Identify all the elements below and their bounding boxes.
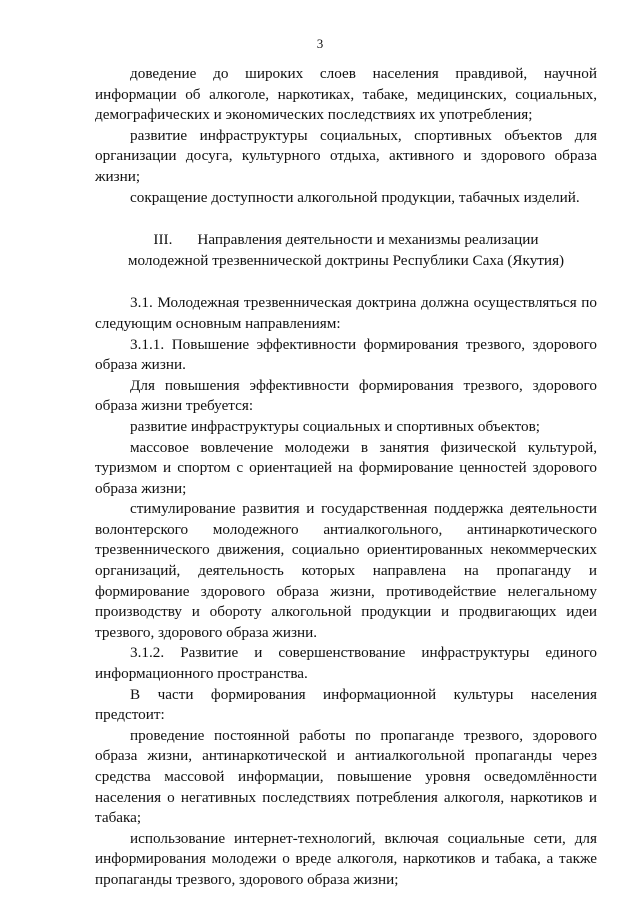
paragraph: В части формирования информационной культуры населения предстоит:	[95, 685, 597, 724]
paragraph: массовое вовлечение молодежи в занятия физической культурой, туризмом и спортом с ориентацией на формирование ценностей здорового образа жизни;	[95, 438, 597, 497]
paragraph: Для повышения эффективности формирования трезвого, здорового образа жизни требуется:	[95, 376, 597, 415]
section-title-line-1: Направления деятельности и механизмы реализации	[197, 231, 539, 249]
page-number: 3	[316, 36, 324, 51]
paragraph: 3.1.1. Повышение эффективности формирования трезвого, здорового образа жизни.	[95, 335, 597, 374]
document-body	[95, 64, 597, 891]
section-title-line-2: молодежной трезвеннической доктрины Республики Саха (Якутия)	[127, 251, 565, 269]
section-numeral: III.	[153, 231, 173, 249]
paragraph: 3.1. Молодежная трезвенническая доктрина должна осуществляться по следующим основным направлениям:	[95, 294, 597, 332]
paragraph: стимулирование развития и государственная поддержка деятельности волонтерского молодежного антиалкогольного, антинаркотического трезвеннического движения, социально ориентированных некоммерческих организаций, деятельность которых направлена на пропаганду и формирование здорового образа жизни, противодействие нелегальному производству и обороту алкогольной продукции и продвигающих идеи трезвого, здорового образа жизни.	[95, 500, 597, 641]
section-heading	[95, 230, 597, 271]
paragraph: 3.1.2. Развитие и совершенствование инфраструктуры единого информационного пространства.	[95, 644, 597, 683]
paragraph: использование интернет-технологий, включая социальные сети, для информирования молодежи о вреде алкоголя, наркотиков и табака, а также пропаганды трезвого, здорового образа жизни;	[95, 829, 597, 888]
paragraph: сокращение доступности алкогольной продукции, табачных изделий.	[130, 188, 580, 206]
paragraph: проведение постоянной работы по пропаганде трезвого, здорового образа жизни, антинаркотической и антиалкогольной пропаганды через средства массовой информации, повышение уровня осведомлённости населения о негативных последствиях потребления алкоголя, наркотиков и табака;	[95, 726, 597, 827]
paragraph: доведение до широких слоев населения правдивой, научной информации об алкоголе, наркотиках, табаке, медицинских, социальных, демографических и экономических последствиях их употребления;	[95, 65, 597, 124]
paragraph: развитие инфраструктуры социальных и спортивных объектов;	[130, 417, 540, 435]
paragraph: развитие инфраструктуры социальных, спортивных объектов для организации досуга, культурного отдыха, активного и здорового образа жизни;	[95, 126, 597, 185]
